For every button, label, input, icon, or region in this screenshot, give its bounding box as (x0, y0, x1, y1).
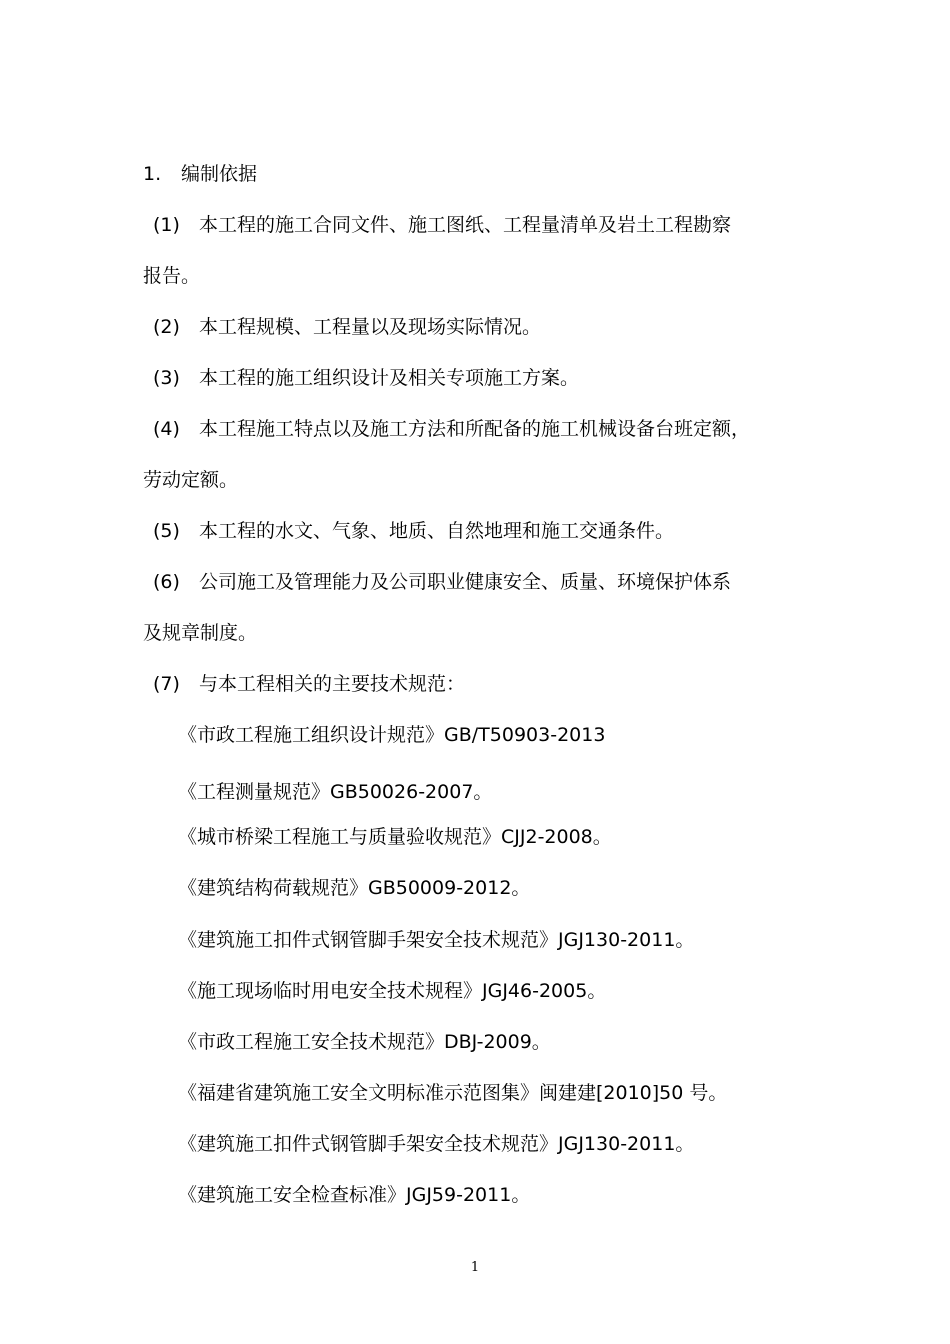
reference-item: 《城市桥梁工程施工与质量验收规范》CJJ2-2008。 (178, 826, 612, 848)
list-item (143, 672, 465, 696)
item-text: 本工程的施工合同文件、施工图纸、工程量清单及岩土工程勘察 (199, 214, 732, 236)
item-text: 本工程的施工组织设计及相关专项施工方案。 (199, 367, 580, 389)
reference-item: 《市政工程施工安全技术规范》DBJ-2009。 (178, 1031, 551, 1053)
item-text: 与本工程相关的主要技术规范： (199, 673, 466, 695)
item-text: 公司施工及管理能力及公司职业健康安全、质量、环境保护体系 (199, 571, 732, 593)
item-text: 本工程规模、工程量以及现场实际情况。 (199, 316, 542, 338)
item-continuation: 报告。 (143, 265, 201, 287)
list-item (143, 366, 579, 390)
item-text: 本工程施工特点以及施工方法和所配备的施工机械设备台班定额， (199, 418, 751, 440)
list-item (143, 315, 541, 339)
list-item (143, 417, 750, 441)
list-item (143, 570, 731, 594)
reference-item: 《建筑施工安全检查标准》JGJ59-2011。 (178, 1184, 531, 1206)
reference-item: 《福建省建筑施工安全文明标准示范图集》闽建建[2010]50 号。 (178, 1082, 728, 1104)
section-number: 1. (143, 163, 162, 185)
reference-item: 《市政工程施工组织设计规范》GB/T50903-2013 (178, 724, 606, 746)
reference-item: 《工程测量规范》GB50026-2007。 (178, 781, 493, 803)
reference-item: 《建筑结构荷载规范》GB50009-2012。 (178, 877, 531, 899)
section-heading (143, 162, 257, 186)
item-number: (4) (153, 418, 180, 440)
item-continuation: 及规章制度。 (143, 622, 258, 644)
list-item (143, 519, 674, 543)
section-title: 编制依据 (181, 163, 258, 185)
item-number: (6) (153, 571, 180, 593)
item-number: (1) (153, 214, 180, 236)
reference-item: 《建筑施工扣件式钢管脚手架安全技术规范》JGJ130-2011。 (178, 1133, 695, 1155)
reference-item: 《施工现场临时用电安全技术规程》JGJ46-2005。 (178, 980, 607, 1002)
item-number: (7) (153, 673, 180, 695)
list-item (143, 213, 731, 237)
reference-item: 《建筑施工扣件式钢管脚手架安全技术规范》JGJ130-2011。 (178, 929, 695, 951)
item-number: (2) (153, 316, 180, 338)
item-text: 本工程的水文、气象、地质、自然地理和施工交通条件。 (199, 520, 675, 542)
item-continuation: 劳动定额。 (143, 469, 239, 491)
item-number: (3) (153, 367, 180, 389)
item-number: (5) (153, 520, 180, 542)
page-number: 1 (470, 1260, 480, 1275)
